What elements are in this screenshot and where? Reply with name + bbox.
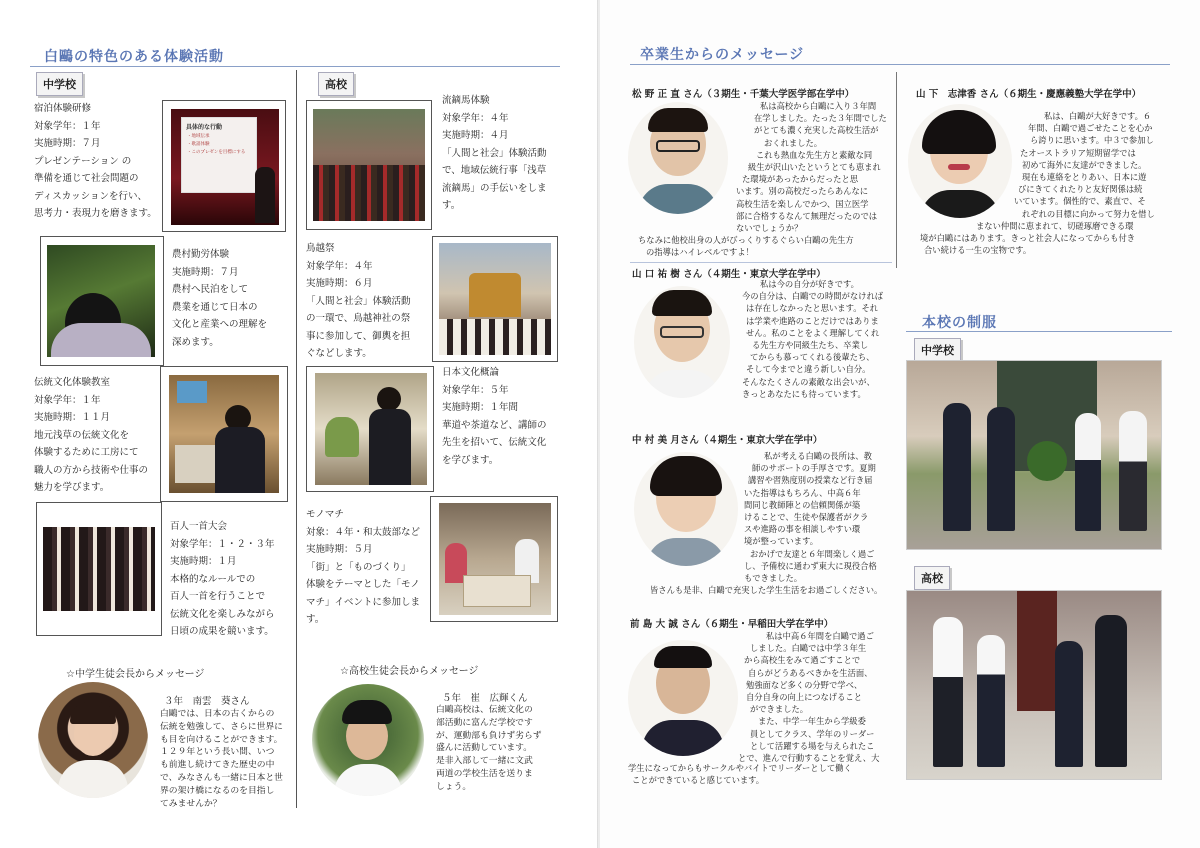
alumni-name-yamashita: 山 下 志津香 さん（６期生・慶應義塾大学在学中）: [916, 89, 1142, 100]
alumni-divider: [896, 72, 897, 268]
school-gate-plaque: [1017, 591, 1057, 711]
uniform-jh-photo: [906, 360, 1162, 550]
jh-president-heading: ☆中学生徒会長からメッセージ: [66, 669, 205, 680]
student-girl-winter: [1055, 641, 1083, 767]
craft-table: [463, 575, 531, 607]
monomachi-photo: [439, 503, 551, 615]
workbench: [175, 445, 215, 483]
activity-culture-class: 伝統文化体験教室 対象学年：１年 実施時期：１１月 地元浅草の伝統文化を 体験するために工房にて 職人の方から技術や仕事の 魅力を学びます。: [34, 377, 149, 493]
flower-arrangement: [325, 417, 359, 457]
right-page: [600, 0, 1200, 848]
festival-photo: [439, 243, 551, 355]
hair: [650, 456, 722, 496]
student-boy-blazer: [943, 403, 971, 531]
student-boy-summer: [933, 617, 963, 767]
activity-yabusame: 流鏑馬体験 対象学年：４年 実施時期：４月 「人間と社会」体験活動 で、地域伝統行事「浅草 流鏑馬」の手伝いをしま す。: [442, 95, 547, 211]
uniform-jh-tag: 中学校: [914, 338, 961, 362]
activity-stay-training: 宿泊体験研修 対象学年：１年 実施時期：７月 プレゼンテーション の 準備を通じて社会問題の ディスカッションを行い、 思考力・表現力を磨きます。: [34, 103, 157, 219]
title-rule: [30, 66, 560, 67]
activities-title: 白鷗の特色のある体験活動: [44, 49, 224, 65]
alumni-name-maejima: 前 島 大 誠 さん（６期生・早稲田大学在学中）: [630, 619, 834, 630]
mikoshi-shrine: [469, 273, 521, 317]
crowd: [313, 165, 425, 221]
photo-frame-yabusame: [306, 100, 432, 230]
hair: [654, 646, 712, 668]
alumni-message-yamaguchi: 私は今の自分が好きです。 今の自分は、白鷗での時間がなければ は存在しなかったと思います。それ は学業や進路のことだけではありま せん。私のことをよく理解してくれ る先生方や同級生たち、卒業し てからも慕ってくれる後輩たち、 そして今までと違う新しい自分。 そんなたくさんの素敵な出会いが、 きっとあなたにも待っています。: [742, 279, 884, 399]
jh-president-message: 白鷗では、日本の古くからの 伝統を勉強して、さらに世界に も目を向けることができます。 １２９年という長い間、いつ も前進し続けてきた歴史の中 で、みなさんも一緒に日本と世 界の架け橋になるのを目指し てみませんか？: [160, 709, 283, 809]
alumni-separator: [630, 262, 892, 263]
student-shirt: [51, 323, 151, 357]
photo-frame-karuta: [36, 502, 162, 636]
glasses: [656, 140, 700, 152]
uniform: [334, 764, 402, 796]
hs-president-message: 白鷗高校は、伝統文化の 部活動に富んだ学校です が、運動部も負けず劣らず 盛んに活動しています。 是非入部して一緒に文武 両道の学校生活を送りま しょう。: [436, 705, 542, 792]
hair: [342, 700, 392, 724]
photo-frame-stay-training: [162, 100, 286, 232]
high-school-tag: 高校: [318, 72, 354, 96]
alumni-photo-maejima: [628, 640, 738, 756]
shirt: [638, 184, 718, 214]
presentation-photo: [171, 109, 279, 225]
karuta-photo: [43, 527, 155, 611]
activity-karuta: 百人一首大会 対象学年：１・２・３年 実施時期：１月 本格的なルールでの 百人一首を行うことで 伝統文化を楽しみながら 日頃の成果を競います。: [170, 521, 275, 637]
uniform-hs-photo: [906, 590, 1162, 780]
jh-president-photo: [38, 682, 148, 798]
alumni-message-maejima: 私は中高６年間を白鷗で過ご しました。白鷗では中学３年生 から高校生をみて過ごすことで 自らがどうあるべきかを生活面、 勉強面など多くの分野で学べ、 自分自身の向上につなげること ができました。 また、中学一年生から学級委 員としてクラス、学年のリーダー として活躍する場を与えられたこ とで、進んで行動することを覚え、大: [738, 631, 880, 764]
student-head: [377, 387, 401, 411]
yabusame-photo: [313, 109, 425, 221]
photo-frame-culture-class: [160, 366, 288, 502]
photo-frame-culture-lecture: [306, 366, 434, 492]
alumni-photo-yamaguchi: [634, 286, 730, 398]
alumni-photo-nakamura: [634, 452, 738, 566]
hair: [922, 110, 996, 154]
presenter-silhouette: [255, 167, 275, 223]
alumni-message-maejima-tail: 学生になってからもサークルやバイトでリーダーとして働く ことができていると感じています。: [628, 763, 852, 786]
alumni-message-nakamura-tail: 皆さんも是非、白鷗で充実した学生生活をお過ごしください。: [650, 585, 883, 595]
hair: [648, 108, 708, 132]
student-girl-blazer: [987, 407, 1015, 531]
alumni-photo-matsuno: [628, 102, 728, 214]
alumni-message-nakamura: 私が考える白鷗の長所は、教 師のサポートの手厚さです。夏期 講習や習熟度別の授業など行き届 いた指導はもちろん、中高６年 間同じ教師陣との信頼関係が築 けることで、生徒や保護者がクラ スや進路の事を相談しやすい環 境が整っています。 おかげで友達と６年間楽しく過ご し、予備校に通わず東大に現役合格 もできました。: [744, 451, 877, 584]
alumni-name-matsuno: 松 野 正 直 さん（３期生・千葉大学医学部在学中）: [632, 89, 855, 100]
ikebana-photo: [315, 373, 427, 485]
shrub: [1027, 441, 1067, 481]
alumni-message-matsuno-tail: ちなみに他校出身の人がびっくりするぐらい白鷗の先生方 の指導はハイレベルですよ！: [638, 235, 854, 258]
student-boy-summer: [1119, 411, 1147, 531]
alumni-message-yamashita: 私は、白鷗が大好きです。６ 年間、白鷗で過ごせたことを心か ら誇りに思います。中３で参加し たオーストラリア短期留学では 初めて海外に友達ができました。 現在も連絡をとりあい、日本に遊 びにきてくれたりと友好関係は続 いています。個性的で、素直で、そ れぞれの目標に向かって努力を惜し: [1014, 111, 1155, 219]
hs-president-photo: [312, 684, 424, 796]
jh-president-name: ３年 南雲 葵さん: [164, 696, 250, 707]
student-body: [215, 427, 265, 493]
student-boy-gakuran: [1095, 615, 1127, 767]
shirt: [646, 538, 726, 566]
column-divider: [296, 70, 297, 808]
activity-culture-lecture: 日本文化概論 対象学年：５年 実施時期：１年間 華道や茶道など、講師の 先生を招いて、伝統文化 を学びます。: [442, 367, 547, 466]
uniform: [58, 760, 128, 798]
student-body: [369, 409, 411, 485]
uniform-rule: [906, 331, 1172, 332]
hs-president-heading: ☆高校生徒会長からメッセージ: [340, 666, 479, 677]
festival-crowd: [439, 319, 551, 355]
left-page: [0, 0, 598, 848]
glasses: [660, 326, 704, 338]
farm-photo: [47, 245, 155, 357]
top: [920, 190, 1000, 218]
photo-frame-festival: [432, 236, 558, 362]
uniform-hs-tag: 高校: [914, 566, 950, 590]
uniform-title: 本校の制服: [922, 315, 997, 331]
alumni-name-yamaguchi: 山 口 祐 樹 さん（４期生・東京大学在学中）: [632, 269, 826, 280]
workshop-poster: [177, 381, 207, 403]
workshop-photo: [169, 375, 279, 493]
junior-high-tag: 中学校: [36, 72, 83, 96]
uniform-jacket: [642, 720, 724, 756]
alumni-photo-yamashita: [908, 104, 1012, 218]
presentation-slide: 具体的な行動 ・地域伝承 ・歌謡体験 ・このプレゼンを目標にする: [181, 117, 257, 193]
alumni-rule: [630, 64, 1170, 65]
alumni-message-matsuno: 私は高校から白鷗に入り３年間 在学しました。たった３年間でした がとても濃く充実した高校生活が おくれました。 これも熱血な先生方と素敵な同 級生が沢山いたというとても恵まれ た環境があったからだったと思 います。別の高校だったらあんなに 高校生活を楽しんでかつ、国立医学 部に合格するなんて無理だったのでは ないでしょうか？: [736, 101, 887, 234]
student-girl-summer: [1075, 413, 1101, 531]
activity-monomachi: モノマチ 対象：４年・和太鼓部など 実施時期：５月 「街」と「ものづくり」 体験をテーマとした「モノ マチ」イベントに参加しま す。: [306, 509, 421, 625]
photo-frame-monomachi: [430, 496, 558, 622]
student-girl-summer: [977, 635, 1005, 767]
hair: [70, 702, 116, 724]
alumni-name-nakamura: 中 村 美 月さん（４期生・東京大学在学中）: [632, 435, 823, 446]
activity-torigoe-festival: 鳥越祭 対象学年：４年 実施時期：６月 「人間と社会」体験活動 の一環で、鳥越神社の祭 事に参加して、御輿を担 ぐなどします。: [306, 243, 411, 359]
hair: [652, 290, 712, 316]
activity-farm: 農村勤労体験 実施時期：７月 農村へ民泊をして 農業を通じて日本の 文化と産業への理解を 深めます。: [172, 249, 268, 348]
alumni-message-yamashita-tail: まない仲間に恵まれて、切磋琢磨できる環 境が白鷗にはあります。きっと社会人になってからも付き 合い続ける一生の宝物です。: [920, 221, 1136, 256]
smile: [948, 164, 970, 170]
hs-president-name: ５年 崔 広輝くん: [442, 693, 528, 704]
alumni-title: 卒業生からのメッセージ: [640, 47, 805, 63]
photo-frame-farm: [40, 236, 164, 366]
shirt: [644, 370, 720, 398]
